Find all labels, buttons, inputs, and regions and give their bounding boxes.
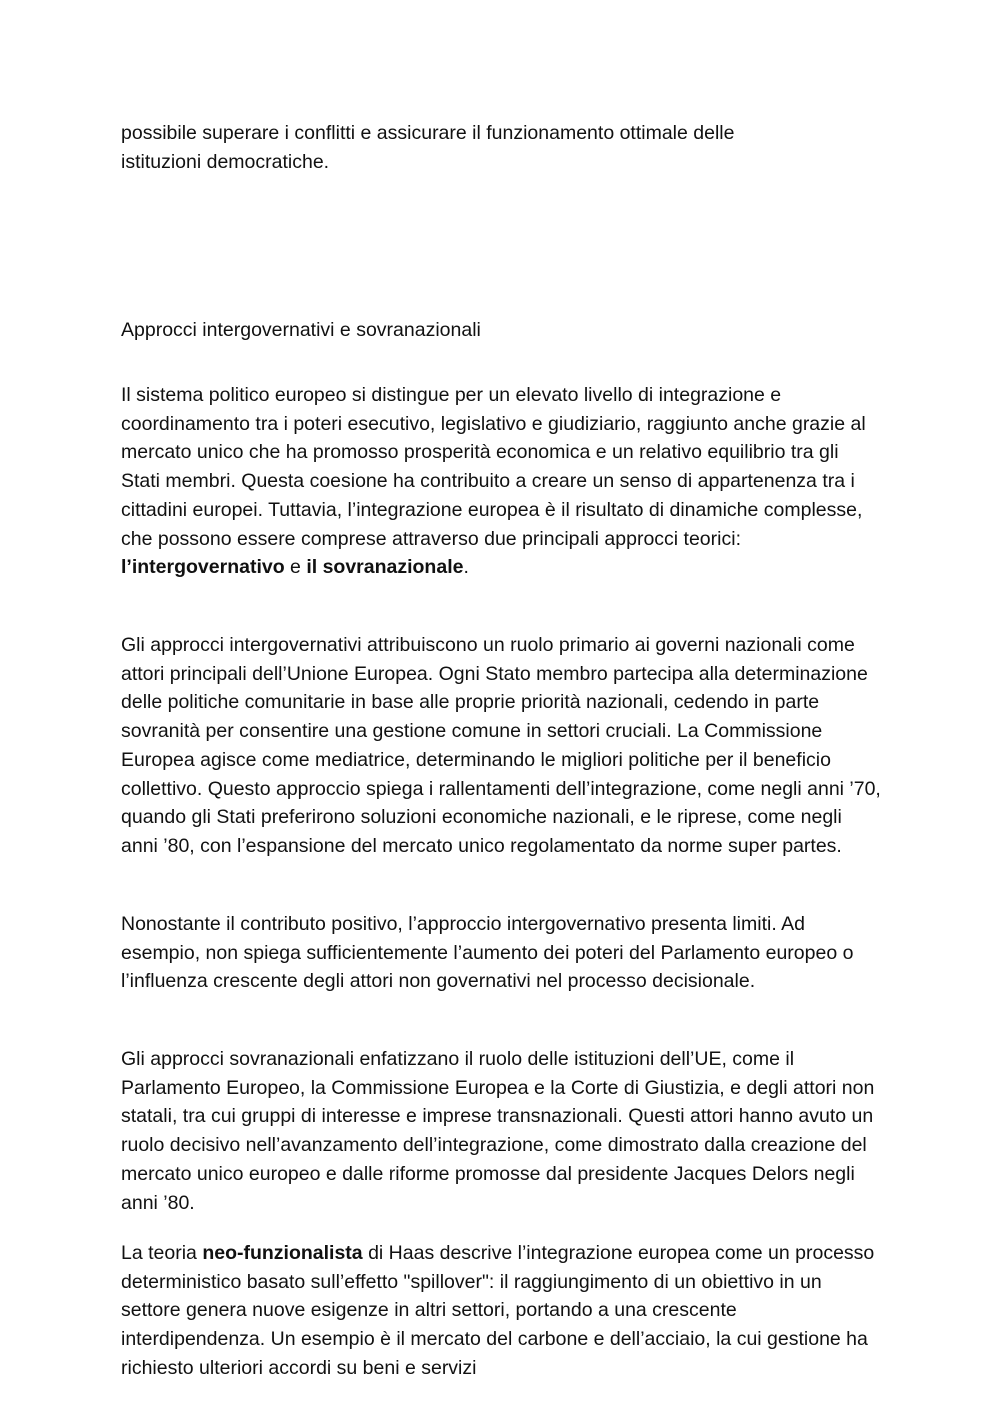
paragraph-5-rest: di Haas descrive l’integrazione europea come un processo deterministico basato sull’effetto "spillover": il raggiungimento di un obiettivo in un settore genera nuove esigenze in altri settori, portando a una crescente interdipendenza. Un esempio è il mercato del carbone e dell’acciaio, la cui gestione ha richiesto ulteriori accordi su beni e servizi — [121, 1242, 875, 1379]
paragraph-5-text: La teoria — [121, 1242, 203, 1264]
paragraph-5 — [121, 1239, 881, 1383]
paragraph-4: Gli approcci sovranazionali enfatizzano il ruolo delle istituzioni dell’UE, come il Parlamento Europeo, la Commissione Europea e la Corte di Giustizia, e degli attori non statali, tra cui gruppi di interesse e imprese transnazionali. Questi attori hanno avuto un ruolo decisivo nell’avanzamento dell’integrazione, come dimostrato dalla creazione del mercato unico europeo e dalle riforme promosse dal presidente Jacques Delors negli anni ’80. — [121, 1048, 875, 1214]
intro-line-1: possibile superare i conflitti e assicurare il funzionamento ottimale delle — [121, 122, 735, 144]
paragraph-3: Nonostante il contributo positivo, l’approccio intergovernativo presenta limiti. Ad esempio, non spiega sufficientemente l’aumento dei poteri del Parlamento europeo o l’influenza crescente degli attori non governativi nel processo decisionale. — [121, 913, 854, 993]
bold-term-neo-funzionalista: neo-funzionalista — [202, 1242, 363, 1264]
paragraph-1-text: Il sistema politico europeo si distingue per un elevato livello di integrazione e coordinamento tra i poteri esecutivo, legislativo e giudiziario, raggiunto anche grazie al mercato unico che ha promosso prosperità economica e un relativo equilibrio tra gli Stati membri. Questa coesione ha contribuito a creare un senso di appartenenza tra i cittadini europei. Tuttavia, l’integrazione europea è il risultato di dinamiche complesse, che possono essere comprese attraverso due principali approcci teorici: — [121, 384, 866, 550]
paragraph-2: Gli approcci intergovernativi attribuiscono un ruolo primario ai governi nazionali come attori principali dell’Unione Europea. Ogni Stato membro partecipa alla determinazione delle politiche comunitarie in base alle proprie priorità nazionali, cedendo in parte sovranità per consentire una gestione comune in settori cruciali. La Commissione Europea agisce come mediatrice, determinando le migliori politiche per il beneficio collettivo. Questo approccio spiega i rallentamenti dell’integrazione, come negli anni ’70, quando gli Stati preferirono soluzioni economiche nazionali, e le riprese, come negli anni ’80, con l’espansione del mercato unico regolamentato da norme super partes. — [121, 634, 881, 857]
paragraph-1-end: . — [463, 556, 469, 579]
bold-term-intergovernativo: l’intergovernativo — [121, 556, 285, 579]
bold-term-sovranazionale: il sovranazionale — [306, 556, 464, 579]
intro-paragraph — [121, 119, 881, 176]
section-heading: Approcci intergovernativi e sovranazionali — [121, 319, 481, 341]
paragraph-1 — [121, 381, 881, 582]
intro-line-2: istituzioni democratiche. — [121, 150, 330, 173]
paragraph-1-conjunction: e — [284, 556, 307, 579]
